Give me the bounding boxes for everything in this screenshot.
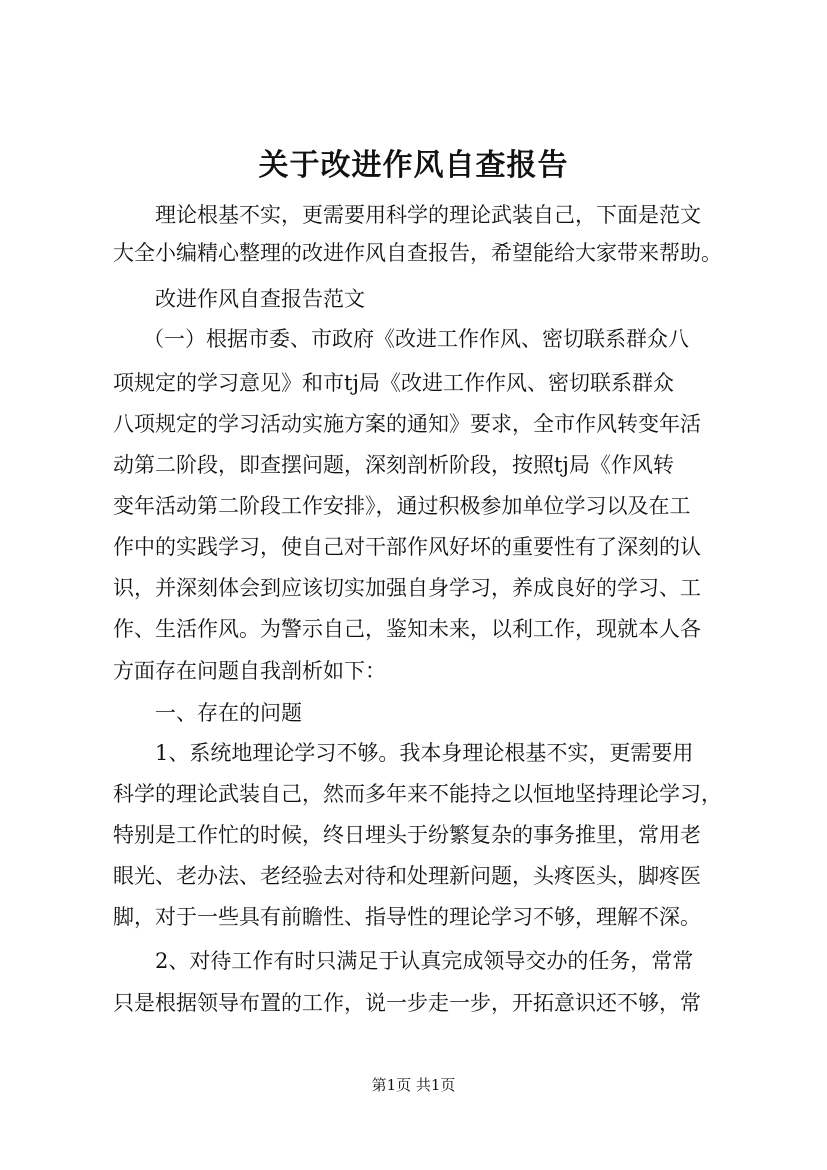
text-line: 特别是工作忙的时候，终日埋头于纷繁复杂的事务推里，常用老 [113, 823, 701, 847]
text-line: 变年活动第二阶段工作安排》，通过积极参加单位学习以及在工 [113, 494, 691, 518]
text-line: 脚，对于一些具有前瞻性、指导性的理论学习不够，理解不深。 [113, 905, 701, 929]
text-line: （一）根据市委、市政府《改进工作作风、密切联系群众八 [143, 327, 689, 351]
text-line: 动第二阶段，即查摆问题，深刻剖析阶段，按照tj局《作风转 [113, 453, 674, 477]
section-heading: 一、存在的问题 [155, 701, 302, 725]
text-line: 只是根据领导布置的工作，说一步走一步，开拓意识还不够，常 [113, 991, 701, 1015]
text-line: 方面存在问题自我剖析如下： [113, 659, 386, 683]
text-line: 1、系统地理论学习不够。我本身理论根基不实，更需要用 [155, 741, 694, 765]
text-line: 八项规定的学习活动实施方案的通知》要求，全市作风转变年活 [113, 412, 701, 436]
text-line: 项规定的学习意见》和市tj局《改进工作作风、密切联系群众 [113, 371, 674, 395]
text-line: 作中的实践学习，使自己对干部作风好坏的重要性有了深刻的认 [113, 535, 701, 559]
text-line: 作、生活作风。为警示自己，鉴知未来，以利工作，现就本人各 [113, 617, 701, 641]
text-line: 眼光、老办法、老经验去对待和处理新问题，头疼医头，脚疼医 [113, 864, 701, 888]
text-line: 2、对待工作有时只满足于认真完成领导交办的任务，常常 [155, 949, 694, 973]
document-title: 关于改进作风自查报告 [258, 148, 569, 183]
text-line: 大全小编精心整理的改进作风自查报告，希望能给大家带来帮助。 [113, 241, 722, 265]
text-line: 理论根基不实，更需要用科学的理论武装自己，下面是范文 [155, 203, 701, 227]
text-line: 科学的理论武装自己，然而多年来不能持之以恒地坚持理论学习， [113, 782, 722, 806]
page-number: 第1页 共1页 [371, 1076, 456, 1094]
section-heading: 改进作风自查报告范文 [155, 287, 365, 311]
text-line: 识，并深刻体会到应该切实加强自身学习，养成良好的学习、工 [113, 576, 701, 600]
